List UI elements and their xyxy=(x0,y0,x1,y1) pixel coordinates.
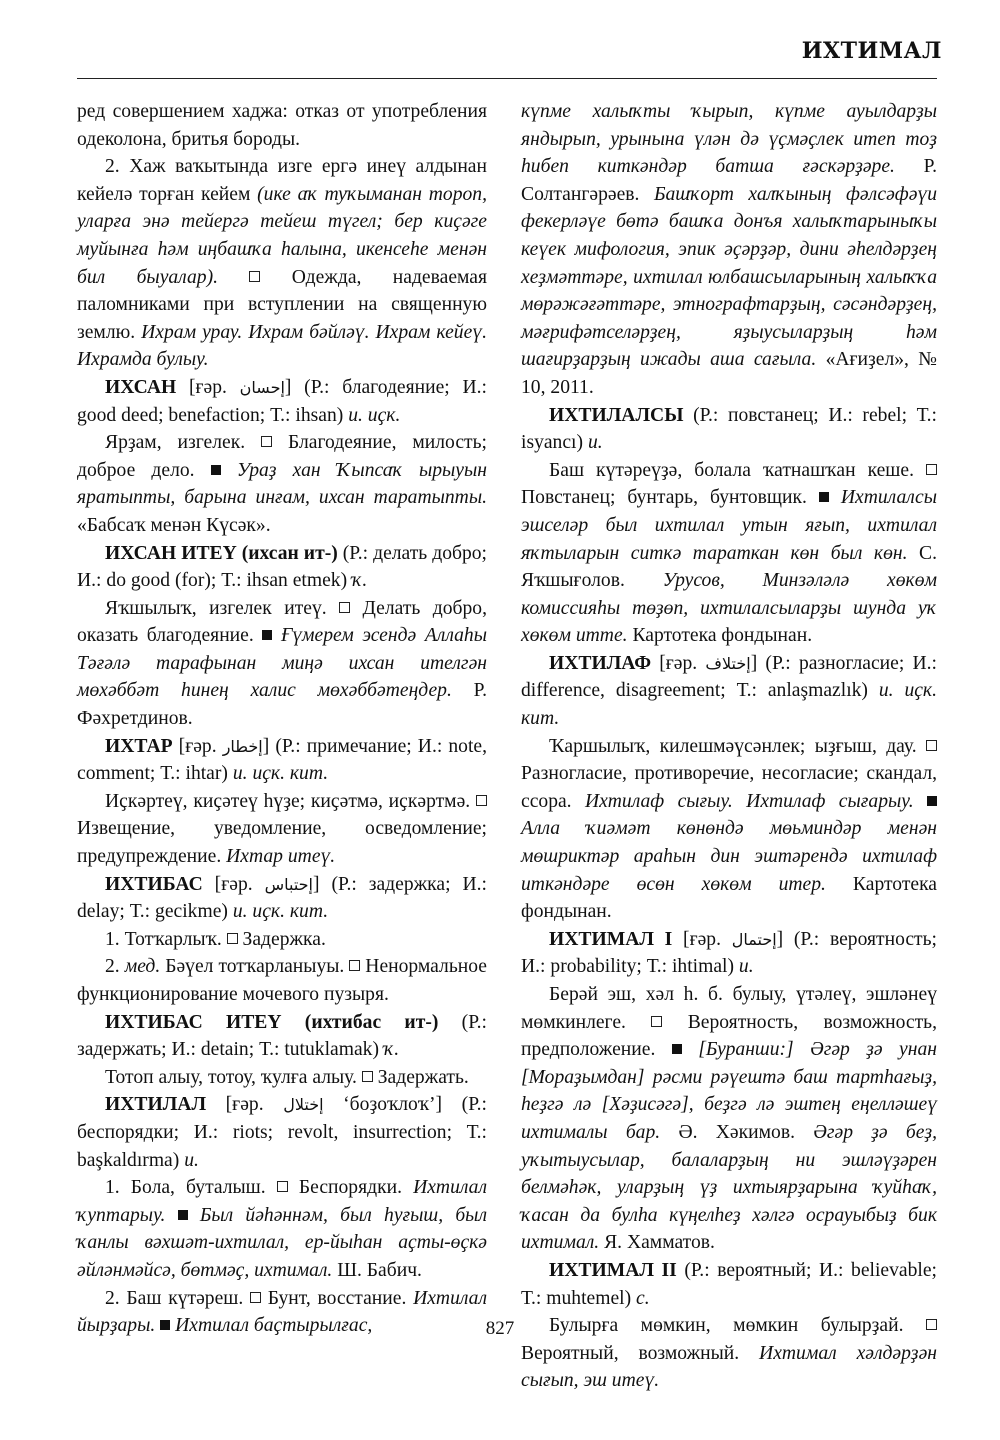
text-run: 2. Баш күтәреш. xyxy=(105,1287,250,1309)
italic-text: Ихтилалсы эшселәр был ихтилал утын яғып, ихтилал яҡтыларын ситкә тараткан көн был көн. xyxy=(521,487,937,564)
italic-text: мед. xyxy=(124,956,161,978)
text-run xyxy=(829,487,841,508)
entry-paragraph xyxy=(521,926,937,981)
entry-paragraph xyxy=(77,374,487,429)
entry-paragraph xyxy=(77,429,487,539)
headword: ИХТИЛАЛ xyxy=(105,1094,207,1116)
text-run: Картотека фондынан. xyxy=(627,625,813,647)
entry-paragraph xyxy=(521,98,937,402)
headword: ИХСАН xyxy=(105,376,177,398)
example-marker xyxy=(211,465,221,475)
text-run: Ш. Бабич. xyxy=(332,1259,422,1281)
russian-translation-marker xyxy=(651,1016,662,1027)
text-run: «Бабсаҡ менән Күсәк». xyxy=(77,514,271,536)
text-run: 2. xyxy=(105,956,125,978)
headword: ИХСАН ИТЕҮ (ихсан ит-) xyxy=(105,542,338,564)
russian-translation-marker xyxy=(339,602,350,613)
entry-paragraph xyxy=(521,457,937,650)
text-run xyxy=(272,625,281,646)
italic-text: и. иҫк. кит. xyxy=(232,901,329,923)
text-run: (Р.: делать добро; И.: do good (for); Т.: ihsan etmek) xyxy=(77,542,487,592)
text-run: Вероятность, возможность, предположение. xyxy=(521,1011,937,1061)
italic-text: күпме халыҡты ҡырып, күпме ауылдарҙы яндырып, урынына үлән дә үҫмәҫлек итеп тоҙ һибеп киткәндәр батша ғәскәрҙәре. xyxy=(521,101,937,178)
text-run: Задержать. xyxy=(372,1066,469,1088)
text-run: Берәй эш, хәл һ. б. булыу, үтәлеү, эшләнеү мөмкинлеге. xyxy=(521,984,937,1033)
arabic-etymon: إحسان xyxy=(239,377,285,397)
arabic-etymon: إحتمال xyxy=(731,929,777,949)
text-run: [ғәр. xyxy=(672,928,732,950)
example-marker xyxy=(819,492,829,502)
text-run: Делать добро, оказать благодеяние. xyxy=(77,597,487,647)
italic-text: и. xyxy=(184,1149,199,1171)
entry-paragraph xyxy=(521,733,937,926)
text-run: Иҫкәртеү, киҫәтеү һүҙе; киҫәтмә, иҫкәртмә. xyxy=(105,790,476,812)
arabic-etymon: إخطار xyxy=(222,736,263,756)
italic-text: Ихрам урау. Ихрам бәйләү. Ихрам кейеү. Ихрамда булыу. xyxy=(77,321,487,371)
text-run: «Ағиҙел», № 10, 2011. xyxy=(521,349,937,398)
text-run: 2. Хаж ваҡытында изге ергә инеү алдынан кейелә торған кейем xyxy=(77,156,487,205)
text-run: Разногласие, противоречие, несогласие; скандал, ссора. xyxy=(521,763,937,812)
entry-paragraph xyxy=(77,953,487,1008)
entry-paragraph xyxy=(77,1009,487,1064)
text-run: Я. Хамматов. xyxy=(599,1232,715,1254)
russian-translation-marker xyxy=(227,933,238,944)
text-run: Баш күтәреүҙә, болала ҡатнашҡан кеше. xyxy=(549,459,926,481)
entry-paragraph xyxy=(77,1064,487,1092)
text-run: Ҡаршылыҡ, килешмәүсәнлек; ыҙғыш, дау. xyxy=(549,735,926,757)
arabic-etymon: إختلاف xyxy=(705,653,751,673)
russian-translation-marker xyxy=(476,795,487,806)
russian-translation-marker xyxy=(249,271,260,282)
italic-text: с. xyxy=(636,1287,650,1309)
text-run: С. Яҡшығолов. xyxy=(521,542,937,592)
headword: ИХТАР xyxy=(105,735,173,757)
text-run: 1. Бола, буталыш. xyxy=(105,1177,277,1199)
headword: ИХТИБАС ИТЕҮ (ихтибас ит-) xyxy=(105,1011,439,1033)
text-run xyxy=(221,460,237,481)
arabic-etymon: إحتباس xyxy=(264,874,313,894)
headword: ИХТИБАС xyxy=(105,873,203,895)
text-run: Ненормальное функционирование мочевого пузыря. xyxy=(77,956,487,1005)
entry-paragraph xyxy=(77,540,487,595)
text-run: ] (Р.: примечание; И.: note, comment; Т.: ihtar) xyxy=(77,735,487,785)
italic-text: Урусов, Минзәләлә хөкөм комиссияһы төҙөп, ихтилалсыларҙы шунда уҡ хөкөм итте. xyxy=(521,570,937,647)
text-run: Р. Солтангәрәев. xyxy=(521,156,937,205)
text-run xyxy=(218,267,249,288)
entry-paragraph xyxy=(521,402,937,457)
text-run: Бәүел тотҡарланыуы. xyxy=(160,956,350,978)
text-run: ] (Р.: вероятность; И.: probability; Т.: ihtimal) xyxy=(521,928,937,978)
italic-text: ҡ. xyxy=(352,570,368,592)
text-run: Булырға мөмкин, мөмкин булырҙай. xyxy=(549,1315,926,1337)
text-run: [ғәр. xyxy=(651,652,706,674)
text-run: [ғәр. xyxy=(176,376,240,398)
italic-text: (ике аҡ туҡыманан тороп, уларға энә тейергә тейеш түгел; бер киҫәге муйынға һәм иңбашҡа һалына, икенсеһе менән бил быуалар). xyxy=(77,183,487,288)
text-run: Тотоп алыу, тотоу, ҡулға алыу. xyxy=(105,1066,362,1088)
headword: ИХТИЛАЛСЫ xyxy=(549,404,684,426)
column-left xyxy=(77,98,487,1340)
text-run: Бунт, восстание. xyxy=(260,1287,414,1309)
text-run xyxy=(682,1039,698,1060)
entry-paragraph xyxy=(77,871,487,926)
italic-text: Ихтилаф сығыу. Ихтилаф сығарыу. xyxy=(584,790,914,812)
text-run: ред совершением хаджа: отказ от употребления одеколона, бритья бороды. xyxy=(77,101,487,150)
entry-paragraph xyxy=(521,650,937,733)
running-head: ИХТИМАЛ xyxy=(801,38,942,64)
headword: ИХТИМАЛ II xyxy=(549,1259,677,1281)
text-run: Одежда, надеваемая паломниками при вступлении на священную землю. xyxy=(77,266,487,343)
text-run: Р. Фәхретдинов. xyxy=(77,680,487,730)
italic-text: Әгәр ҙә беҙ, уҡытыусылар, балаларҙың ни эшләүҙәрен белмәһәк, уларҙың үҙ ихтыярҙарына ҡуйһаҡ, ҡасан да булһа күңелһеҙ хәлгә осрауыбыҙ бик ихтимал. xyxy=(521,1121,937,1254)
text-run: [ғәр. xyxy=(202,873,265,895)
entry-paragraph xyxy=(77,1091,487,1174)
russian-translation-marker xyxy=(926,464,937,475)
example-marker xyxy=(672,1044,682,1054)
entry-paragraph xyxy=(77,733,487,788)
russian-translation-marker xyxy=(277,1181,288,1192)
text-run: ‘боҙоҡлоҡ’] (Р.: беспорядки; И.: riots; revolt, insurrection; Т.: başkaldırma) xyxy=(77,1094,487,1171)
text-run: (Р.: повстанец; И.: rebel; Т.: isyancı) xyxy=(521,404,937,454)
entry-paragraph xyxy=(77,1174,487,1284)
italic-text: Был йәһәннәм, был һуғыш, был ҡанлы вәхшәт-ихтилал, ер-йыһан аҫты-өҫкә әйләнмәйсә, бөтмәҫ, ихтимал. xyxy=(77,1204,487,1281)
russian-translation-marker xyxy=(349,960,360,971)
text-run: Извещение, уведомление, осведомление; предупреждение. xyxy=(77,818,487,868)
italic-text: Ихтар итеү. xyxy=(226,846,336,868)
entry-paragraph xyxy=(77,788,487,871)
italic-text: Ихтилал йырҙары. xyxy=(77,1287,487,1337)
text-run: Благодеяние, милость; доброе дело. xyxy=(77,432,487,481)
italic-text: и. xyxy=(738,956,754,978)
text-run: ] (Р.: задержка; И.: delay; Т.: gecikme) xyxy=(77,873,487,923)
italic-text: Ихтимал хәлдәрҙән сығып, эш итеү. xyxy=(521,1342,937,1392)
text-run: Задержка. xyxy=(237,928,326,950)
text-run: [ғәр. xyxy=(172,735,223,757)
entry-paragraph xyxy=(77,153,487,374)
text-run: (Р.: вероятный; И.: believable; Т.: muhtemel) xyxy=(521,1259,938,1309)
example-marker xyxy=(262,630,272,640)
italic-text: Башҡорт халҡының фәлсәфәүи фекерләүе бөтә башҡа донъя халыҡтарыныҡы кеүек мифология, эпик әҫәрҙәр, дини әһелдәрҙең хеҙмәттәре, ихтилал юлбашсыларының халыҡҡа мөрәжәғәттәре, этнографтарҙың, сәсәндәрҙең, мәғрифәтселәрҙең, яҙыусыларҙың һәм шағирҙарҙың ижады аша сағыла. xyxy=(521,183,937,371)
text-run: (Р.: задержать; И.: detain; Т.: tutuklamak) xyxy=(77,1011,487,1061)
text-run: [ғәр. xyxy=(206,1094,284,1116)
entry-paragraph xyxy=(77,98,487,153)
headword: ИХТИМАЛ I xyxy=(549,928,673,950)
text-run xyxy=(914,791,927,812)
italic-text: Ураҙ хан Ҡыпсаҡ ырыуын яратыпты, барына инғам, ихсан таратыпты. xyxy=(77,459,487,509)
text-run: ] (Р.: разногласие; И.: difference, disagreement; Т.: anlaşmazlık) xyxy=(521,652,937,702)
italic-text: Ғүмерем эсендә Аллаһы Тәғәлә тарафынан миңә ихсан ителгән мөхәббәт һинең халис мөхәббәтеңдер. xyxy=(77,625,487,702)
italic-text: Ихтилал баҫтырылғас, xyxy=(175,1315,373,1337)
text-run xyxy=(165,1205,177,1226)
text-run: Повстанец; бунтарь, бунтовщик. xyxy=(521,487,819,509)
italic-text: и. xyxy=(587,432,603,454)
text-run: Ә. Хәкимов. xyxy=(660,1121,814,1143)
italic-text: и. иҫк. xyxy=(348,404,401,426)
russian-translation-marker xyxy=(926,740,937,751)
text-run: ] (Р.: благодеяние; И.: good deed; benefaction; Т.: ihsan) xyxy=(77,376,487,426)
entry-paragraph xyxy=(77,595,487,733)
header-rule xyxy=(77,78,937,79)
arabic-etymon: إختلال xyxy=(283,1095,324,1115)
text-run: Яҡшылыҡ, изгелек итеү. xyxy=(105,597,340,619)
text-run xyxy=(188,1205,200,1226)
entry-paragraph xyxy=(77,926,487,954)
column-right xyxy=(521,98,937,1395)
russian-translation-marker xyxy=(362,1071,373,1082)
text-run: Картотека фондынан. xyxy=(521,873,938,923)
italic-text: [Буранши:] Әгәр ҙә унан [Мораҙымдан] рәсми рәүештә баш тартһағыҙ, һеҙгә лә [Хәҙисәгә], беҙгә лә эштең еңелләшеү ихтималы бар. xyxy=(521,1039,937,1143)
italic-text: Алла ҡиәмәт көнөндә мөьминдәр менән мөшриктәр араһын дин эштәрендә ихтилаф иткәндәре өсөн хөкөм итер. xyxy=(521,818,937,895)
italic-text: Ихтилал ҡуптарыу. xyxy=(77,1177,487,1226)
entry-paragraph xyxy=(521,981,937,1257)
headword: ИХТИЛАФ xyxy=(549,652,652,674)
italic-text: и. иҫк. кит. xyxy=(232,763,329,785)
text-run: Беспорядки. xyxy=(287,1177,414,1199)
text-run: Вероятный, возможный. xyxy=(521,1342,760,1364)
text-run: 1. Тотҡарлыҡ. xyxy=(105,928,227,950)
italic-text: ҡ. xyxy=(383,1039,400,1061)
entry-paragraph xyxy=(521,1257,937,1312)
example-marker xyxy=(927,796,937,806)
russian-translation-marker xyxy=(250,1292,261,1303)
page-number: 827 xyxy=(485,1318,515,1339)
example-marker xyxy=(178,1210,188,1220)
text-run: Ярҙам, изгелек. xyxy=(105,432,262,454)
italic-text: и. иҫк. кит. xyxy=(521,680,938,730)
russian-translation-marker xyxy=(261,436,272,447)
